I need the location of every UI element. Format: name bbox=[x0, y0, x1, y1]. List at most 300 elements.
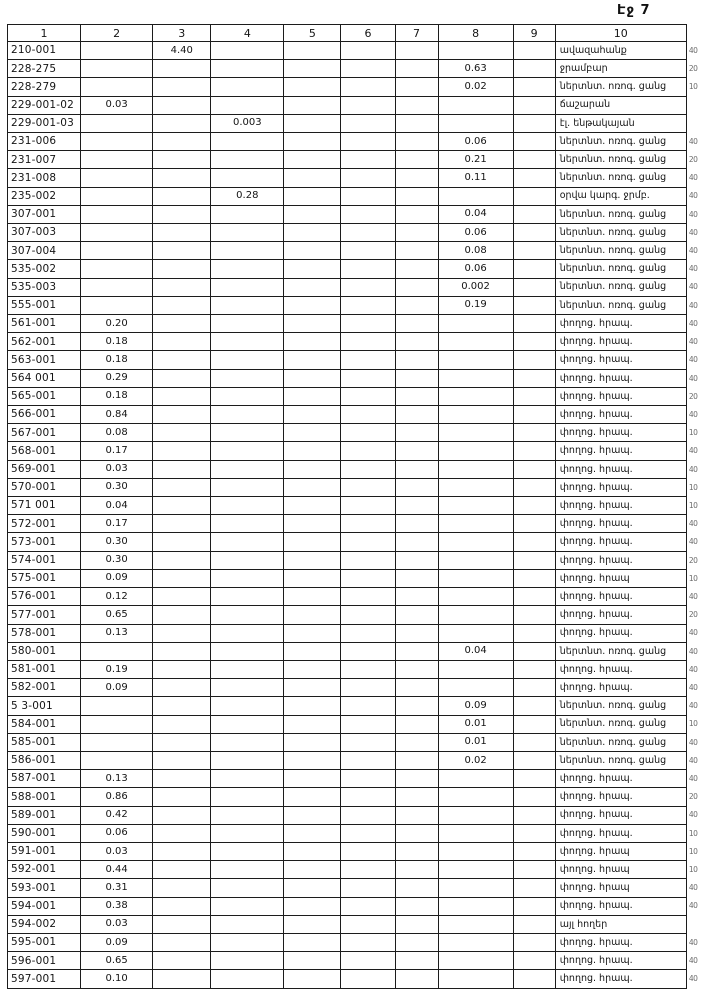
table-row bbox=[8, 624, 707, 642]
table-cell bbox=[513, 351, 555, 369]
table-cell bbox=[438, 897, 513, 915]
table-cell: 589-001 bbox=[8, 806, 81, 824]
table-cell: ներտնտ. ոռոգ. ցանց bbox=[555, 715, 686, 733]
table-cell bbox=[395, 824, 438, 842]
table-cell bbox=[284, 879, 341, 897]
table-cell bbox=[211, 770, 284, 788]
table-cell: 0.63 bbox=[438, 60, 513, 78]
table-cell bbox=[211, 897, 284, 915]
table-cell bbox=[438, 369, 513, 387]
table-cell bbox=[341, 133, 395, 151]
table-cell bbox=[153, 733, 211, 751]
margin-mark: 40 bbox=[688, 264, 698, 274]
table-cell bbox=[513, 515, 555, 533]
table-cell: ջրամբար bbox=[555, 60, 686, 78]
table-cell bbox=[284, 315, 341, 333]
table-cell bbox=[81, 60, 153, 78]
table-cell bbox=[81, 133, 153, 151]
table-cell: 229-001-03 bbox=[8, 114, 81, 132]
table-row bbox=[8, 952, 707, 970]
table-cell bbox=[284, 806, 341, 824]
table-cell: 580-001 bbox=[8, 642, 81, 660]
table-cell: 0.02 bbox=[438, 78, 513, 96]
table-cell bbox=[513, 169, 555, 187]
table-cell bbox=[395, 606, 438, 624]
table-cell bbox=[211, 861, 284, 879]
table-cell bbox=[153, 551, 211, 569]
table-cell: ներտնտ. ոռոգ. ցանց bbox=[555, 169, 686, 187]
table-cell bbox=[211, 351, 284, 369]
table-cell: 573-001 bbox=[8, 533, 81, 551]
table-cell bbox=[284, 497, 341, 515]
table-cell bbox=[513, 387, 555, 405]
margin-mark: 10 bbox=[688, 573, 698, 583]
table-cell bbox=[341, 187, 395, 205]
table-cell bbox=[284, 606, 341, 624]
table-cell: փողոց. հրապ. bbox=[555, 897, 686, 915]
table-cell: ներտնտ. ոռոգ. ցանց bbox=[555, 296, 686, 314]
table-row bbox=[8, 460, 707, 478]
table-cell: 228-275 bbox=[8, 60, 81, 78]
table-cell: 0.29 bbox=[81, 369, 153, 387]
table-cell bbox=[395, 442, 438, 460]
margin-mark: 40 bbox=[688, 227, 698, 237]
table-cell bbox=[513, 751, 555, 769]
table-cell bbox=[211, 406, 284, 424]
table-row bbox=[8, 278, 707, 296]
table-cell bbox=[284, 424, 341, 442]
table-row bbox=[8, 715, 707, 733]
table-cell bbox=[81, 642, 153, 660]
table-cell: 307-004 bbox=[8, 242, 81, 260]
table-cell: 584-001 bbox=[8, 715, 81, 733]
margin-mark: 40 bbox=[688, 537, 698, 547]
table-cell: փողոց. հրապ. bbox=[555, 624, 686, 642]
table-cell bbox=[513, 715, 555, 733]
table-cell bbox=[211, 551, 284, 569]
margin-mark: 40 bbox=[688, 446, 698, 456]
table-row bbox=[8, 114, 707, 132]
table-cell bbox=[153, 970, 211, 989]
table-row bbox=[8, 897, 707, 915]
table-cell bbox=[211, 824, 284, 842]
table-cell bbox=[513, 533, 555, 551]
table-cell: փողոց. հրապ bbox=[555, 842, 686, 860]
table-cell bbox=[211, 606, 284, 624]
table-cell: 576-001 bbox=[8, 588, 81, 606]
table-cell: ներտնտ. ոռոգ. ցանց bbox=[555, 224, 686, 242]
table-cell bbox=[395, 788, 438, 806]
table-cell bbox=[438, 351, 513, 369]
table-row bbox=[8, 242, 707, 260]
table-cell: ավազահանք bbox=[555, 42, 686, 60]
margin-mark: 10 bbox=[688, 428, 698, 438]
margin-mark: 20 bbox=[688, 555, 698, 565]
table-cell: 0.04 bbox=[81, 497, 153, 515]
margin-mark bbox=[686, 25, 706, 42]
table-cell bbox=[284, 788, 341, 806]
table-cell bbox=[438, 770, 513, 788]
table-cell: 0.03 bbox=[81, 915, 153, 933]
table-cell bbox=[153, 387, 211, 405]
table-cell: 0.06 bbox=[438, 224, 513, 242]
table-row bbox=[8, 333, 707, 351]
table-cell bbox=[438, 387, 513, 405]
table-cell bbox=[395, 424, 438, 442]
table-cell bbox=[438, 569, 513, 587]
table-cell bbox=[438, 533, 513, 551]
table-cell bbox=[153, 333, 211, 351]
table-cell: 0.42 bbox=[81, 806, 153, 824]
table-cell bbox=[341, 788, 395, 806]
table-cell bbox=[153, 315, 211, 333]
margin-mark: 40 bbox=[688, 682, 698, 692]
table-cell bbox=[284, 333, 341, 351]
table-cell: 0.09 bbox=[81, 569, 153, 587]
table-cell bbox=[438, 915, 513, 933]
margin-mark: 40 bbox=[688, 937, 698, 947]
table-cell: 0.01 bbox=[438, 733, 513, 751]
margin-mark: 40 bbox=[688, 646, 698, 656]
table-cell bbox=[153, 933, 211, 951]
table-cell bbox=[438, 515, 513, 533]
table-cell bbox=[211, 96, 284, 114]
header-cell: 2 bbox=[81, 25, 153, 42]
table-cell bbox=[211, 515, 284, 533]
table-cell bbox=[438, 606, 513, 624]
table-cell bbox=[438, 806, 513, 824]
table-cell: 0.30 bbox=[81, 551, 153, 569]
table-cell bbox=[211, 169, 284, 187]
table-cell bbox=[438, 442, 513, 460]
table-cell bbox=[395, 333, 438, 351]
table-cell bbox=[284, 278, 341, 296]
table-cell bbox=[438, 588, 513, 606]
table-cell bbox=[211, 133, 284, 151]
table-cell: փողոց. հրապ. bbox=[555, 952, 686, 970]
table-cell bbox=[211, 933, 284, 951]
table-row bbox=[8, 151, 707, 169]
table-cell bbox=[211, 952, 284, 970]
margin-mark bbox=[686, 114, 706, 132]
table-cell bbox=[513, 970, 555, 989]
table-cell bbox=[513, 151, 555, 169]
table-cell bbox=[438, 952, 513, 970]
table-cell bbox=[284, 679, 341, 697]
margin-mark: 40 bbox=[688, 883, 698, 893]
table-cell bbox=[395, 952, 438, 970]
table-cell bbox=[341, 588, 395, 606]
table-cell bbox=[341, 42, 395, 60]
table-cell: 0.28 bbox=[211, 187, 284, 205]
table-cell bbox=[513, 679, 555, 697]
table-cell: 594-002 bbox=[8, 915, 81, 933]
table-cell bbox=[153, 879, 211, 897]
table-row bbox=[8, 478, 707, 496]
table-cell: 0.19 bbox=[81, 660, 153, 678]
table-cell: ճաշարան bbox=[555, 96, 686, 114]
table-cell bbox=[341, 751, 395, 769]
table-cell bbox=[284, 187, 341, 205]
table-cell bbox=[341, 478, 395, 496]
table-cell bbox=[284, 78, 341, 96]
table-cell: 562-001 bbox=[8, 333, 81, 351]
table-cell bbox=[438, 42, 513, 60]
margin-mark: 40 bbox=[688, 628, 698, 638]
table-cell: 590-001 bbox=[8, 824, 81, 842]
table-cell: փողոց. հրապ. bbox=[555, 387, 686, 405]
table-cell: փողոց. հրապ. bbox=[555, 406, 686, 424]
table-cell bbox=[341, 533, 395, 551]
table-cell bbox=[284, 296, 341, 314]
table-header-row bbox=[8, 25, 707, 42]
table-cell bbox=[153, 770, 211, 788]
table-cell: 0.03 bbox=[81, 460, 153, 478]
table-cell bbox=[284, 133, 341, 151]
table-cell: 0.17 bbox=[81, 515, 153, 533]
table-cell: ներտնտ. ոռոգ. ցանց bbox=[555, 697, 686, 715]
table-cell bbox=[211, 424, 284, 442]
table-row bbox=[8, 497, 707, 515]
table-cell bbox=[341, 569, 395, 587]
table-row bbox=[8, 861, 707, 879]
table-row bbox=[8, 751, 707, 769]
table-cell bbox=[513, 60, 555, 78]
table-cell bbox=[153, 478, 211, 496]
table-cell bbox=[284, 824, 341, 842]
table-cell: 0.04 bbox=[438, 205, 513, 223]
table-cell: 588-001 bbox=[8, 788, 81, 806]
table-cell bbox=[513, 278, 555, 296]
table-cell bbox=[513, 369, 555, 387]
table-cell: 586-001 bbox=[8, 751, 81, 769]
table-cell: փողոց. հրապ. bbox=[555, 933, 686, 951]
margin-mark: 10 bbox=[688, 500, 698, 510]
table-cell bbox=[438, 879, 513, 897]
table-cell bbox=[513, 770, 555, 788]
table-row bbox=[8, 697, 707, 715]
table-cell bbox=[395, 187, 438, 205]
table-cell bbox=[513, 897, 555, 915]
margin-mark: 20 bbox=[688, 610, 698, 620]
header-cell: 3 bbox=[153, 25, 211, 42]
table-cell: փողոց. հրապ. bbox=[555, 497, 686, 515]
table-cell: փողոց. հրապ. bbox=[555, 478, 686, 496]
margin-mark: 20 bbox=[688, 64, 698, 74]
table-cell: 0.38 bbox=[81, 897, 153, 915]
table-cell bbox=[153, 715, 211, 733]
table-cell bbox=[341, 715, 395, 733]
table-cell bbox=[341, 733, 395, 751]
table-cell bbox=[81, 114, 153, 132]
table-cell bbox=[81, 260, 153, 278]
header-cell: 7 bbox=[395, 25, 438, 42]
table-cell bbox=[341, 879, 395, 897]
margin-mark: 10 bbox=[688, 719, 698, 729]
table-row bbox=[8, 315, 707, 333]
table-cell: 0.10 bbox=[81, 970, 153, 989]
table-cell bbox=[153, 242, 211, 260]
table-body bbox=[8, 42, 707, 989]
table-row bbox=[8, 642, 707, 660]
table-cell bbox=[395, 406, 438, 424]
table-cell bbox=[211, 842, 284, 860]
table-cell: 0.86 bbox=[81, 788, 153, 806]
table-cell bbox=[395, 114, 438, 132]
table-cell bbox=[284, 660, 341, 678]
table-cell bbox=[341, 861, 395, 879]
table-cell bbox=[438, 970, 513, 989]
table-cell: փողոց. հրապ. bbox=[555, 315, 686, 333]
table-cell bbox=[438, 933, 513, 951]
table-cell bbox=[153, 224, 211, 242]
table-cell bbox=[395, 933, 438, 951]
table-row bbox=[8, 387, 707, 405]
table-cell bbox=[284, 624, 341, 642]
table-cell bbox=[211, 497, 284, 515]
margin-mark: 40 bbox=[688, 246, 698, 256]
table-cell bbox=[81, 242, 153, 260]
table-cell: 307-001 bbox=[8, 205, 81, 223]
table-cell bbox=[284, 60, 341, 78]
table-cell bbox=[153, 606, 211, 624]
table-cell: 0.18 bbox=[81, 387, 153, 405]
table-cell: էլ. ենթակայան bbox=[555, 114, 686, 132]
table-cell bbox=[513, 205, 555, 223]
table-cell bbox=[81, 187, 153, 205]
table-cell: 0.20 bbox=[81, 315, 153, 333]
table-cell: փողոց. հրապ. bbox=[555, 824, 686, 842]
table-cell: 577-001 bbox=[8, 606, 81, 624]
table-cell: 565-001 bbox=[8, 387, 81, 405]
table-cell bbox=[438, 406, 513, 424]
table-cell: 0.65 bbox=[81, 952, 153, 970]
table-cell bbox=[284, 205, 341, 223]
table-cell bbox=[341, 933, 395, 951]
table-cell bbox=[284, 260, 341, 278]
table-cell bbox=[513, 788, 555, 806]
table-cell bbox=[341, 551, 395, 569]
table-cell bbox=[153, 588, 211, 606]
table-cell: 231-007 bbox=[8, 151, 81, 169]
table-cell bbox=[211, 260, 284, 278]
table-cell bbox=[395, 970, 438, 989]
table-cell bbox=[341, 78, 395, 96]
table-cell bbox=[438, 96, 513, 114]
table-cell bbox=[211, 442, 284, 460]
table-cell: փողոց. հրապ. bbox=[555, 588, 686, 606]
table-cell bbox=[513, 296, 555, 314]
table-cell bbox=[341, 660, 395, 678]
header-cell: 1 bbox=[8, 25, 81, 42]
table-cell: 307-003 bbox=[8, 224, 81, 242]
table-cell bbox=[153, 788, 211, 806]
table-cell bbox=[513, 697, 555, 715]
table-cell: փողոց. հրապ bbox=[555, 569, 686, 587]
table-row bbox=[8, 78, 707, 96]
table-cell bbox=[341, 697, 395, 715]
data-table bbox=[7, 24, 707, 989]
margin-mark: 40 bbox=[688, 337, 698, 347]
table-cell bbox=[211, 624, 284, 642]
table-cell: 571 001 bbox=[8, 497, 81, 515]
table-cell bbox=[513, 933, 555, 951]
table-cell bbox=[395, 679, 438, 697]
margin-mark: 10 bbox=[688, 828, 698, 838]
table-cell bbox=[211, 387, 284, 405]
table-cell bbox=[513, 478, 555, 496]
table-row bbox=[8, 569, 707, 587]
table-cell: 231-008 bbox=[8, 169, 81, 187]
margin-mark: 40 bbox=[688, 282, 698, 292]
table-cell bbox=[211, 78, 284, 96]
table-cell: 570-001 bbox=[8, 478, 81, 496]
table-cell: 0.17 bbox=[81, 442, 153, 460]
table-cell bbox=[513, 460, 555, 478]
table-cell: ներտնտ. ոռոգ. ցանց bbox=[555, 78, 686, 96]
table-cell bbox=[81, 78, 153, 96]
table-cell: 575-001 bbox=[8, 569, 81, 587]
table-cell bbox=[284, 733, 341, 751]
table-cell bbox=[395, 205, 438, 223]
table-cell bbox=[153, 169, 211, 187]
table-cell bbox=[153, 806, 211, 824]
table-cell: օրվա կարգ. ջրմբ. bbox=[555, 187, 686, 205]
table-cell: ներտնտ. ոռոգ. ցանց bbox=[555, 205, 686, 223]
table-cell bbox=[81, 733, 153, 751]
table-row bbox=[8, 551, 707, 569]
margin-mark: 20 bbox=[688, 391, 698, 401]
table-cell bbox=[341, 606, 395, 624]
table-cell bbox=[341, 842, 395, 860]
header-cell: 10 bbox=[555, 25, 686, 42]
table-cell bbox=[395, 460, 438, 478]
margin-mark: 40 bbox=[688, 355, 698, 365]
table-cell bbox=[211, 642, 284, 660]
table-row bbox=[8, 406, 707, 424]
table-cell bbox=[438, 551, 513, 569]
table-cell: փողոց. հրապ. bbox=[555, 679, 686, 697]
table-cell bbox=[341, 351, 395, 369]
table-cell bbox=[513, 315, 555, 333]
table-cell bbox=[211, 151, 284, 169]
table-cell bbox=[438, 788, 513, 806]
table-cell bbox=[81, 224, 153, 242]
table-cell: 587-001 bbox=[8, 770, 81, 788]
table-cell: ներտնտ. ոռոգ. ցանց bbox=[555, 751, 686, 769]
table-cell bbox=[284, 642, 341, 660]
table-cell bbox=[341, 770, 395, 788]
table-cell bbox=[395, 242, 438, 260]
table-cell bbox=[341, 333, 395, 351]
table-cell: 555-001 bbox=[8, 296, 81, 314]
table-cell bbox=[438, 424, 513, 442]
table-cell bbox=[438, 333, 513, 351]
table-cell bbox=[341, 96, 395, 114]
table-cell bbox=[211, 296, 284, 314]
margin-mark: 10 bbox=[688, 846, 698, 856]
table-cell: 0.09 bbox=[81, 933, 153, 951]
table-row bbox=[8, 733, 707, 751]
table-cell bbox=[513, 879, 555, 897]
table-cell bbox=[284, 933, 341, 951]
header-cell: 4 bbox=[211, 25, 284, 42]
table-cell: 0.09 bbox=[438, 697, 513, 715]
table-cell bbox=[513, 606, 555, 624]
margin-mark: 20 bbox=[688, 155, 698, 165]
table-cell bbox=[153, 96, 211, 114]
table-cell: 0.13 bbox=[81, 770, 153, 788]
